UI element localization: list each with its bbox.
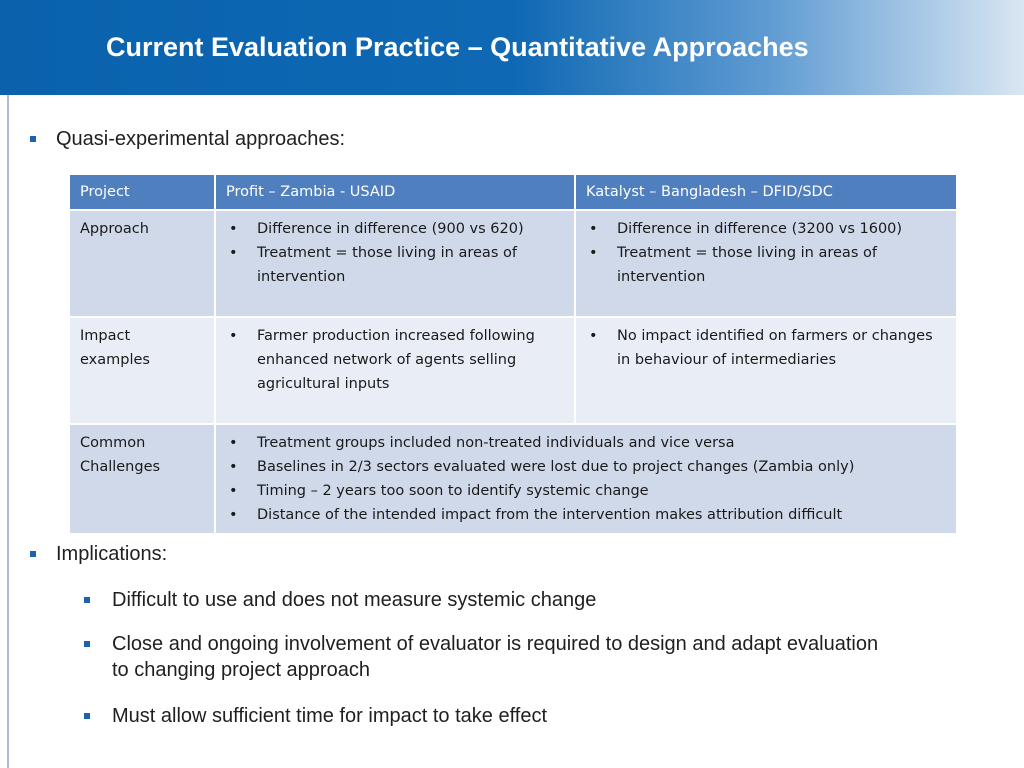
bullet-marker — [84, 713, 90, 719]
cell-profit-impact — [215, 317, 575, 424]
bullet-implications: Implications: — [56, 543, 168, 565]
list-item: • Treatment = those living in areas of intervention — [586, 241, 946, 289]
bullet-marker — [84, 597, 90, 603]
list-item: • Difference in difference (900 vs 620) — [226, 217, 564, 241]
header-project: Project — [69, 174, 215, 210]
list-item: • Treatment = those living in areas of intervention — [226, 241, 564, 289]
bullet-quasi-experimental: Quasi-experimental approaches: — [56, 128, 346, 150]
cell-challenges — [215, 424, 957, 534]
cell-katalyst-impact — [575, 317, 957, 424]
bullet-marker — [84, 641, 90, 647]
slide-title: Current Evaluation Practice – Quantitative Approaches — [106, 32, 809, 62]
row-label-approach: Approach — [69, 210, 215, 317]
list-item: • Baselines in 2/3 sectors evaluated were lost due to project changes (Zambia only) — [226, 455, 946, 479]
cell-katalyst-approach — [575, 210, 957, 317]
row-label-impact: Impact examples — [69, 317, 215, 424]
sub-bullet-involvement: Close and ongoing involvement of evaluator is required to design and adapt evaluation to changing project approach — [112, 633, 879, 681]
left-divider — [7, 95, 9, 768]
list-item: • Difference in difference (3200 vs 1600) — [586, 217, 946, 241]
title-bar — [0, 0, 1024, 95]
list-item: • Distance of the intended impact from the intervention makes attribution difficult — [226, 503, 946, 527]
bullet-marker — [30, 551, 36, 557]
header-katalyst: Katalyst – Bangladesh – DFID/SDC — [575, 174, 957, 210]
row-label-challenges: Common Challenges — [69, 424, 215, 534]
sub-bullet-difficult: Difficult to use and does not measure systemic change — [112, 589, 597, 611]
table-row-approach — [69, 210, 957, 317]
table-row-challenges — [69, 424, 957, 534]
bullet-marker — [30, 136, 36, 142]
table-row-impact — [69, 317, 957, 424]
list-item: • Treatment groups included non-treated individuals and vice versa — [226, 431, 946, 455]
sub-bullet-time: Must allow sufficient time for impact to take effect — [112, 705, 547, 727]
header-profit: Profit – Zambia - USAID — [215, 174, 575, 210]
list-item: • Farmer production increased following enhanced network of agents selling agricultural inputs — [226, 324, 564, 396]
comparison-table — [68, 173, 958, 535]
table-header-row — [69, 174, 957, 210]
cell-profit-approach — [215, 210, 575, 317]
list-item: • Timing – 2 years too soon to identify systemic change — [226, 479, 946, 503]
list-item: • No impact identified on farmers or changes in behaviour of intermediaries — [586, 324, 946, 372]
